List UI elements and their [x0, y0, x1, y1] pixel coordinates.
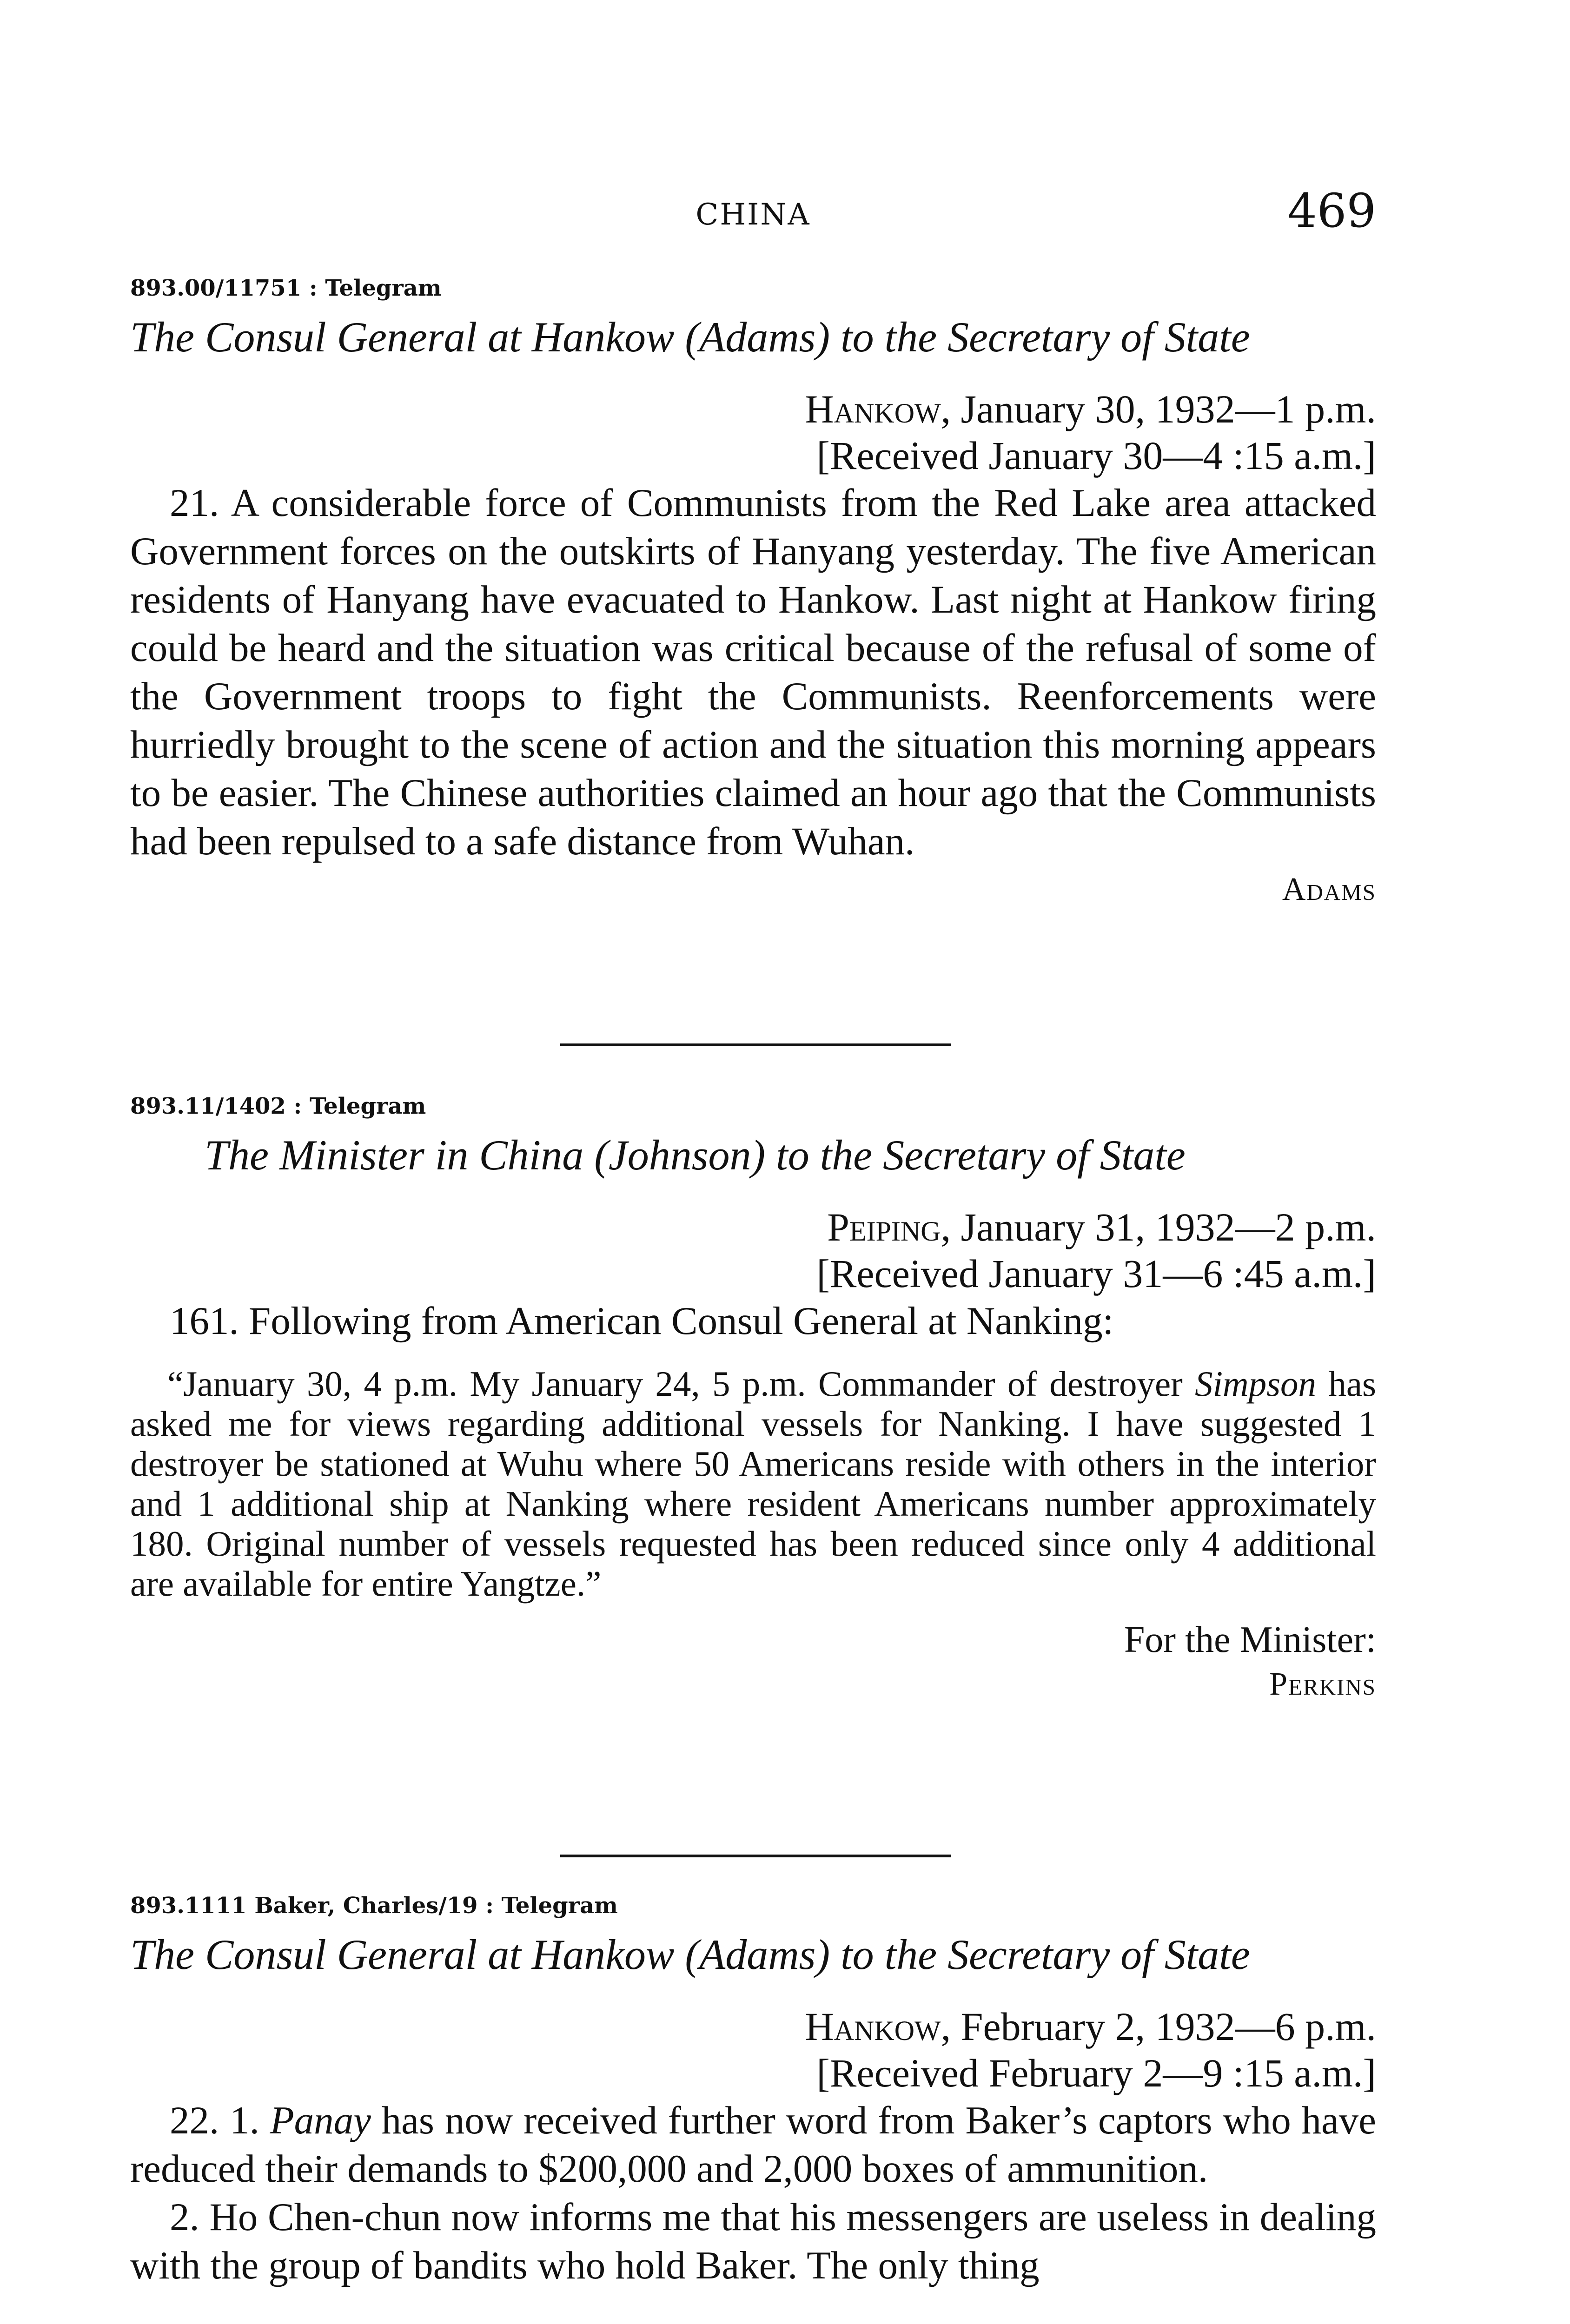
paragraph-text: has now received further word from Baker’s captors who have reduced their demands to $200,000 and 2,000 boxes of ammunition. — [130, 2099, 1377, 2191]
ship-name: Simpson — [1195, 1364, 1317, 1404]
dateline-place: Hankow, — [805, 2004, 951, 2049]
document-title: The Consul General at Hankow (Adams) to the Secretary of State — [130, 313, 1250, 361]
dateline-date: February 2, 1932—6 p.m. — [961, 2004, 1376, 2049]
sign-line: For the Minister: — [1124, 1619, 1376, 1660]
signature-name: Perkins — [1269, 1666, 1376, 1702]
paragraph-number: 22. 1. — [170, 2099, 270, 2142]
ship-name: Panay — [270, 2099, 371, 2142]
dateline-date: January 30, 1932—1 p.m. — [961, 387, 1376, 431]
dateline-block — [130, 1204, 1376, 1297]
dateline — [130, 386, 1376, 432]
dateline-block — [130, 386, 1376, 479]
file-reference: 893.00/11751 : Telegram — [130, 275, 442, 301]
received-line: [Received February 2—9 :15 a.m.] — [816, 2051, 1376, 2095]
telegram-paragraph-2: 2. Ho Chen-chun now informs me that his messengers are useless in dealing with the group of bandits who hold Baker. The only thing — [130, 2195, 1376, 2287]
dateline — [130, 1204, 1376, 1250]
quote-text-end: has asked me for views regarding additional vessels for Nanking. I have suggested 1 destroyer be stationed at Wuhu where 50 Americans reside with others in the interior and 1 additional ship at Nanking where resident Americans number approximately 180. Original number of vessels requested has been reduced since only 4 additional are available for entire Yangtze.” — [130, 1364, 1376, 1604]
dateline — [130, 2003, 1376, 2050]
telegram-section-2 — [130, 1088, 1376, 1707]
signature — [130, 865, 1376, 912]
running-head-title: CHINA — [696, 198, 811, 232]
quote-text-start: “January 30, 4 p.m. My January 24, 5 p.m. Commander of destroyer — [167, 1364, 1195, 1404]
dateline-date: January 31, 1932—2 p.m. — [961, 1205, 1376, 1249]
file-reference: 893.1111 Baker, Charles/19 : Telegram — [130, 1893, 618, 1919]
received-line: [Received January 31—6 :45 a.m.] — [816, 1251, 1376, 1296]
quoted-message — [130, 1364, 1376, 1604]
signature-name: Adams — [1282, 872, 1376, 907]
file-reference: 893.11/1402 : Telegram — [130, 1093, 426, 1119]
signature — [130, 1618, 1376, 1707]
section-divider — [560, 1855, 951, 1857]
document-title: The Minister in China (Johnson) to the Secretary of State — [205, 1131, 1186, 1179]
running-head — [130, 184, 1376, 239]
section-divider — [560, 1043, 951, 1046]
document-title: The Consul General at Hankow (Adams) to the Secretary of State — [130, 1931, 1250, 1978]
telegram-section-3 — [130, 1887, 1376, 2290]
telegram-body: 161. Following from American Consul General at Nanking: — [170, 1299, 1114, 1343]
telegram-section-1 — [130, 270, 1376, 912]
dateline-place: Peiping, — [827, 1205, 951, 1249]
dateline-place: Hankow, — [805, 387, 951, 431]
received-line: [Received January 30—4 :15 a.m.] — [816, 433, 1376, 478]
dateline-block — [130, 2003, 1376, 2096]
page-number: 469 — [1287, 184, 1376, 238]
telegram-paragraph-1 — [130, 2096, 1376, 2193]
telegram-body: 21. A considerable force of Communists from the Red Lake area attacked Government forces on the outskirts of Hanyang yesterday. The five American residents of Hanyang have evacuated to Hankow. Last night at Hankow firing could be heard and the situation was critical because of the refusal of some of the Government troops to fight the Communists. Reenforcements were hurriedly brought to the scene of action and the situation this morning appears to be easier. The Chinese authorities claimed an hour ago that the Communists had been repulsed to a safe distance from Wuhan. — [130, 481, 1376, 863]
